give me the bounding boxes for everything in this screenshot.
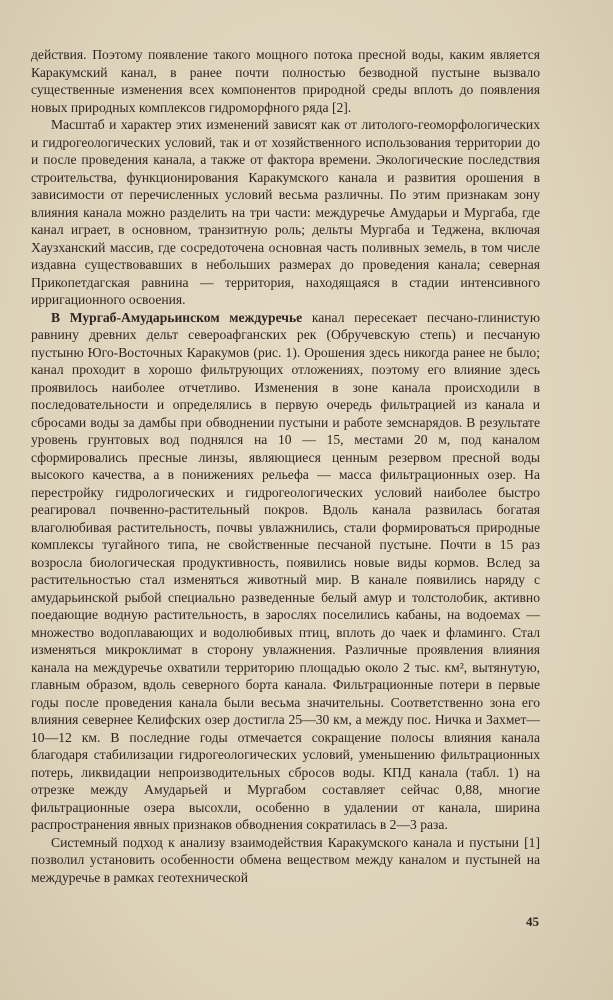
paragraph	[31, 309, 540, 834]
paragraph-text: Системный подход к анализу взаимодействия Каракумского канала и пустыни [1] позволил установить особенности обмена веществом между каналом и пустыней на междуречье в рамках геотехнической	[31, 834, 540, 885]
paragraph-text: Масштаб и характер этих изменений зависят как от литолого-геоморфологических и гидрогеологических условий, так и от хозяйственного использования территории до и после проведения канала, а также от фактора времени. Экологические последствия строительства, функционирования Каракумского канала и развития орошения в зависимости от перечисленных условий весьма различны. По этим признакам зону влияния канала можно разделить на три части: междуречье Амударьи и Мургаба, где канал играет, в основном, транзитную роль; дельты Мургаба и Теджена, включая Хаузханский массив, где сосредоточена основная часть поливных земель, в том числе издавна существовавших в небольших размерах до проведения канала; северная Прикопетдагская равнина — территория, находящаяся в стадии интенсивного ирригационного освоения.	[31, 117, 540, 307]
paragraph	[31, 116, 540, 309]
paragraph	[31, 834, 540, 887]
section-heading-inline: В Мургаб-Амударьинском междуречье	[51, 309, 303, 325]
body-text	[31, 46, 540, 886]
page-number: 45	[526, 914, 539, 929]
paragraph-text: действия. Поэтому появление такого мощного потока пресной воды, каким является Каракумский канал, в ранее почти полностью безводной пустыне вызвало существенные изменения всех компонентов природной среды вплоть до появления новых природных комплексов гидроморфного ряда [2].	[31, 47, 540, 115]
paragraph-text: канал пересекает песчано-глинистую равнину древних дельт североафганских рек (Обручевскую степь) и песчаную пустыню Юго-Восточных Каракумов (рис. 1). Орошения здесь никогда ранее не было; канал проходит в хорошо фильтрующих отложениях, поэтому его влияние здесь проявилось наиболее отчетливо. Изменения в зоне канала происходили в последовательности и определялись в первую очередь фильтрацией из канала и сбросами воды за дамбы при обводнении пустыни и работе земснарядов. В результате уровень грунтовых вод поднялся на 10 — 15, местами 20 м, под каналом сформировались пресные линзы, являющиеся ценным резервом пресной воды высокого качества, а в понижениях рельефа — масса фильтрационных озер. На перестройку гидрологических и гидрогеологических условий наиболее быстро реагировал почвенно-растительный покров. Вдоль канала развилась богатая влаголюбивая растительность, почвы увлажнились, стали формироваться природные комплексы тугайного типа, не свойственные песчаной пустыне. Почти в 15 раз возросла биологическая продуктивность, появились новые виды кормов. Вслед за растительностью стал изменяться животный мир. В канале появились наряду с амударьинской рыбой специально разведенные белый амур и толстолобик, активно поедающие водную растительность, в зарослях поселились кабаны, на водоемах — множество водоплавающих и водолюбивых птиц, вплоть до чаек и фламинго. Стал изменяться микроклимат в сторону увлажнения. Различные проявления влияния канала на междуречье охватили территорию площадью около 2 тыс. км², вытянутую, главным образом, вдоль северного борта канала. Фильтрационные потери в первые годы после проведения канала были весьма значительны. Соответственно зона его влияния севернее Келифских озер достигла 25—30 км, а между пос. Ничка и Захмет— 10—12 км. В последние годы отмечается сокращение полосы влияния канала благодаря стабилизации гидрогеологических условий, уменьшению фильтрационных потерь, ликвидации непроизводительных сбросов воды. КПД канала (табл. 1) на отрезке между Амударьей и Мургабом составляет сейчас 0,88, многие фильтрационные озера высохли, особенно в удалении от канала, ширина распространения явных признаков обводнения сократилась в 2—3 раза.	[31, 309, 540, 832]
paragraph	[31, 46, 540, 116]
